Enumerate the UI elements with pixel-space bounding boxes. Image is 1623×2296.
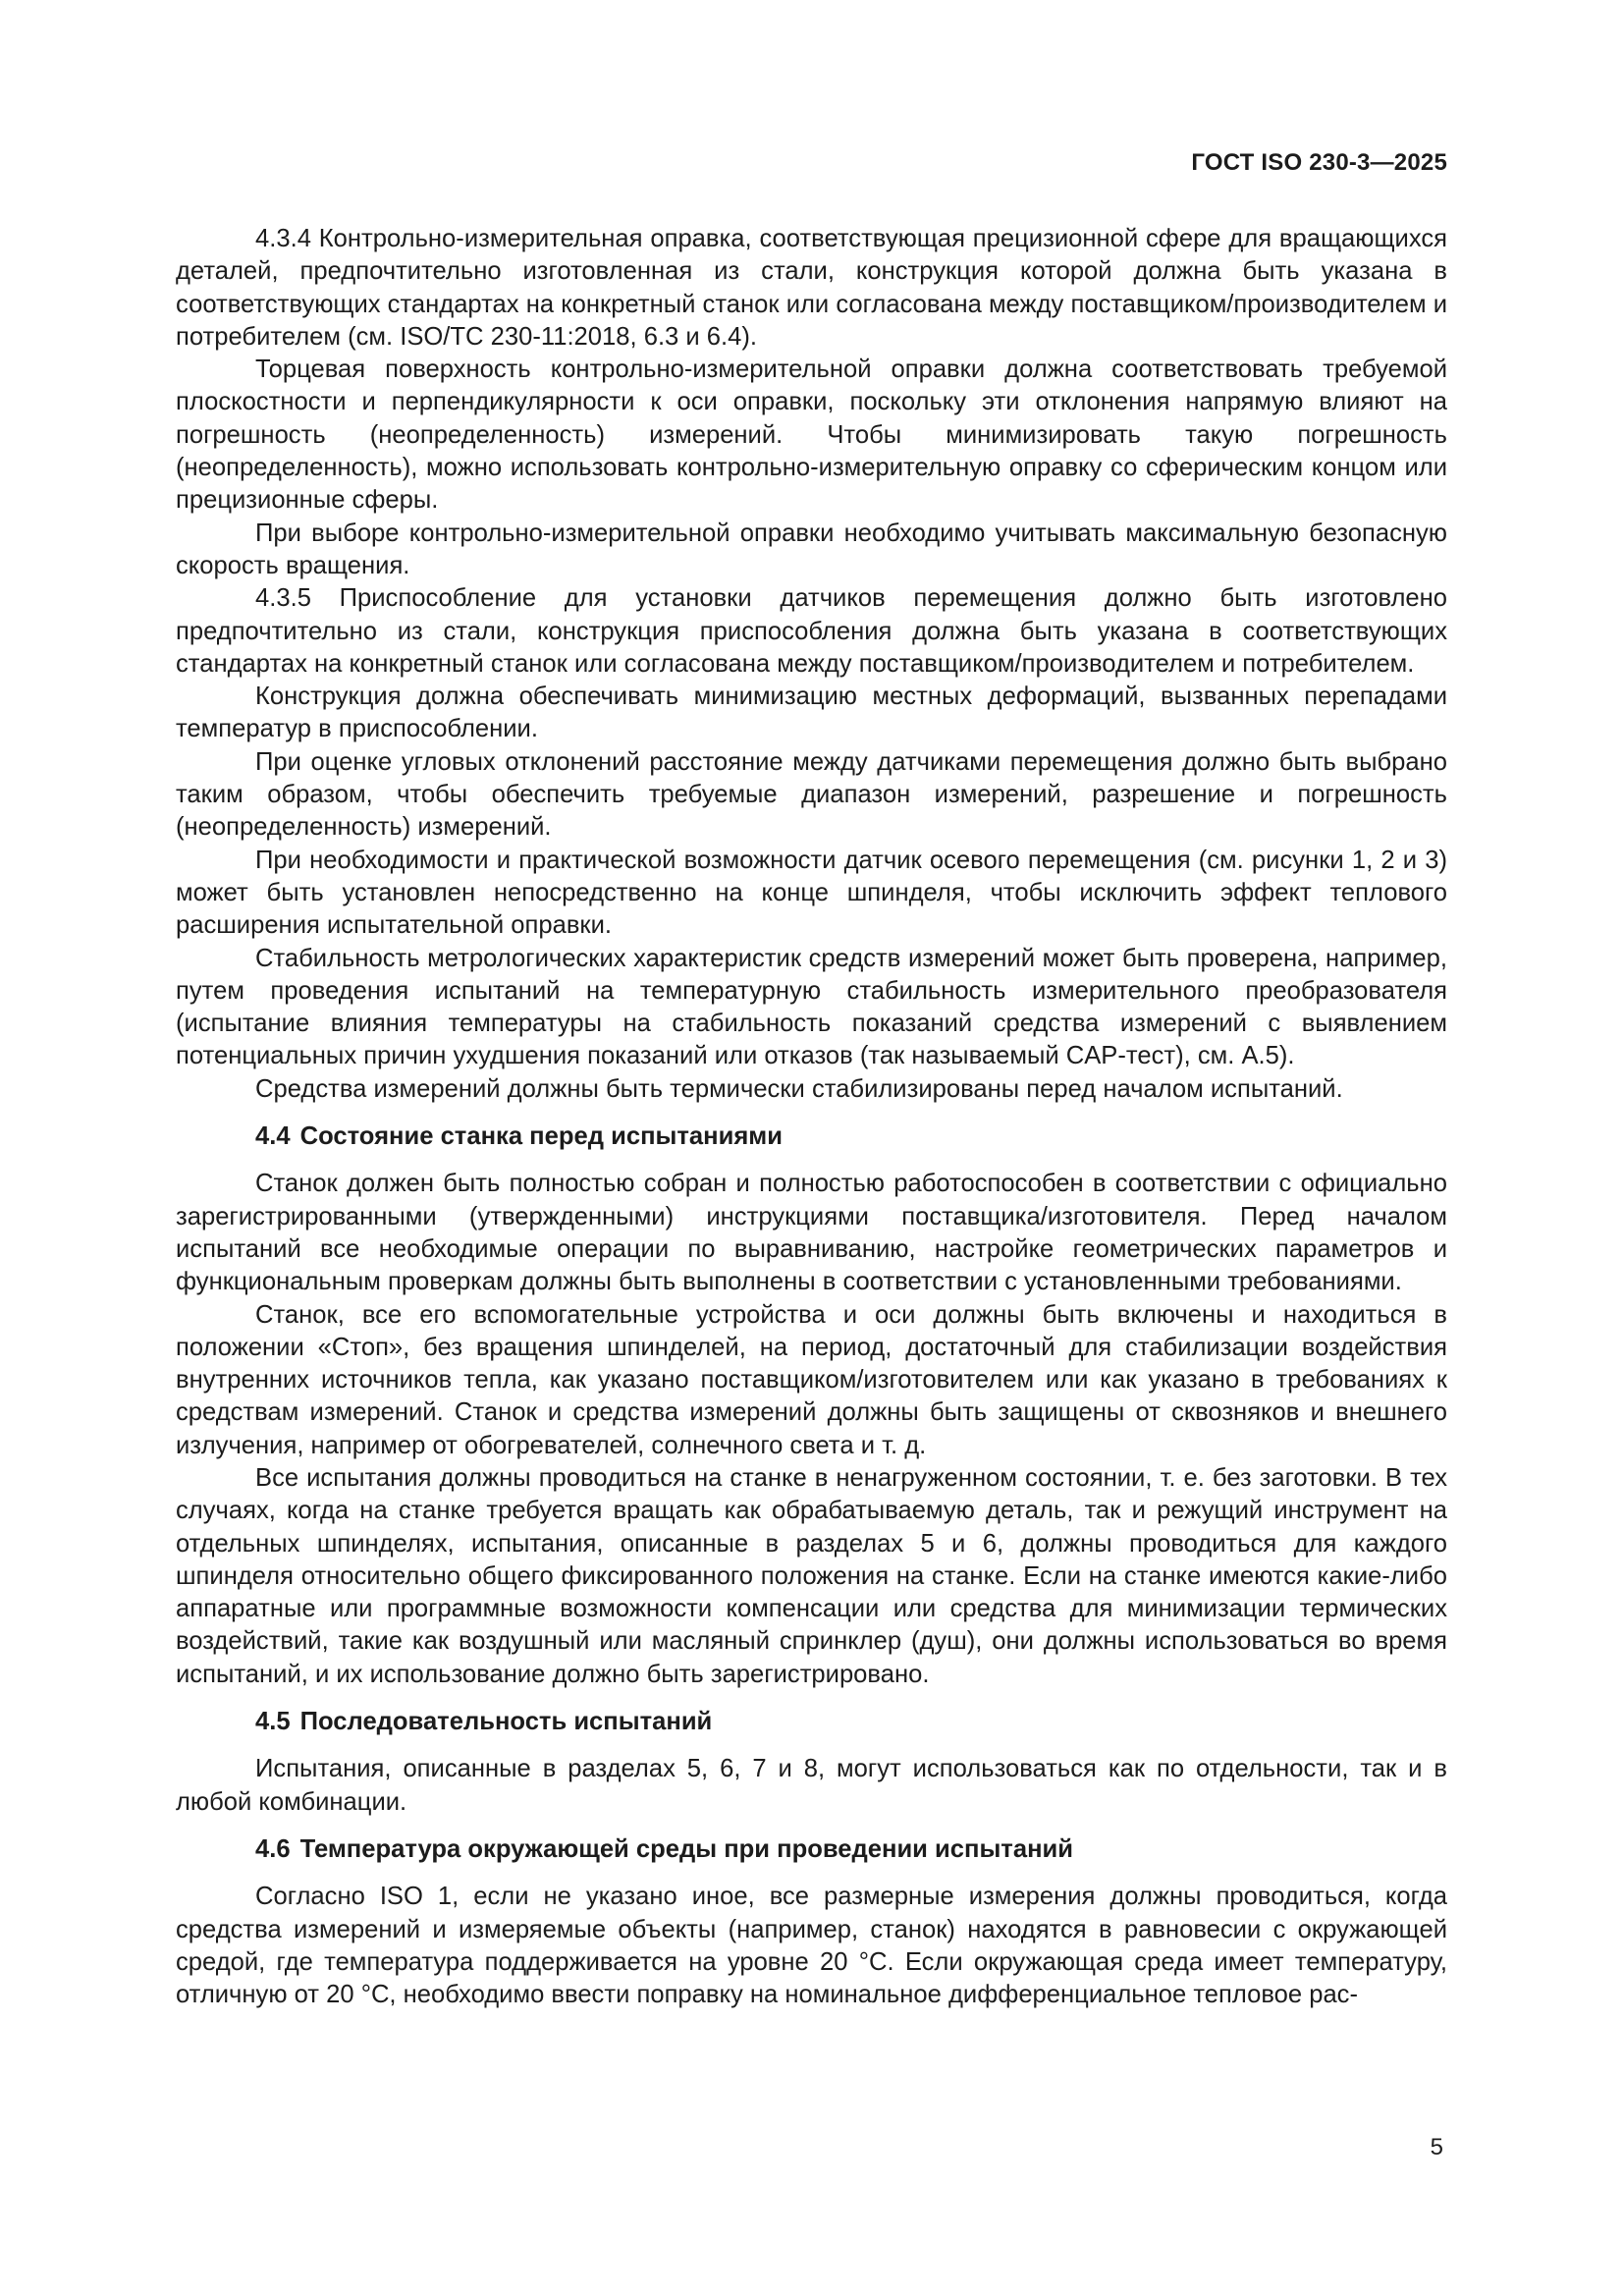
paragraph: Средства измерений должны быть термически стабилизированы перед началом испытаний.	[255, 1074, 1343, 1103]
paragraph: При необходимости и практической возможности датчик осевого перемещения (см. рисунки 1, 2 и 3) может быть установлен непосредственно на конце шпинделя, чтобы исключить эффект теплового расширения испытательной оправки.	[176, 846, 1447, 940]
paragraph: Станок должен быть полностью собран и полностью работоспособен в соответствии с официально зарегистрированными (утвержденными) инструкциями поставщика/изготовителя. Перед началом испытаний все необходимые операции по выравниванию, настройке геометрических параметров и функциональным проверкам должны быть выполнены в соответствии с установленными требованиями.	[176, 1170, 1447, 1296]
section-4-4	[176, 1121, 1447, 1691]
section-heading	[176, 1121, 1447, 1153]
paragraph: При оценке угловых отклонений расстояние между датчиками перемещения должно быть выбрано таким образом, чтобы обеспечить требуемые диапазон измерений, разрешение и погрешность (неопределенность) измерений.	[176, 747, 1447, 842]
section-number: 4.5	[255, 1708, 291, 1736]
section-title: Состояние станка перед испытаниями	[299, 1122, 783, 1151]
section-title: Температура окружающей среды при проведении испытаний	[299, 1834, 1074, 1863]
paragraph: Испытания, описанные в разделах 5, 6, 7 и 8, могут использоваться как по отдельности, так и в любой комбинации.	[176, 1755, 1447, 1816]
page-number: 5	[1430, 2134, 1443, 2160]
section-4-6	[176, 1833, 1447, 2011]
section-4-5	[176, 1706, 1447, 1819]
paragraph: Станок, все его вспомогательные устройства и оси должны быть включены и находиться в положении «Стоп», без вращения шпинделей, на период, достаточный для стабилизации воздействия внутренних источников тепла, как указано поставщиком/изготовителем или как указано в требованиях к средствам измерений. Станок и средства измерений должны быть защищены от сквозняков и внешнего излучения, например от обогревателей, солнечного света и т. д.	[176, 1300, 1447, 1459]
section-heading	[176, 1706, 1447, 1738]
paragraph: Торцевая поверхность контрольно-измерительной оправки должна соответствовать требуемой плоскостности и перпендикулярности к оси оправки, поскольку эти отклонения напрямую влияют на погрешность (неопределенность) измерений. Чтобы минимизировать такую погрешность (неопределенность), можно использовать контрольно-измерительную оправку со сферическим концом или прецизионные сферы.	[176, 355, 1447, 515]
paragraph: 4.3.5 Приспособление для установки датчиков перемещения должно быть изготовлено предпочтительно из стали, конструкция приспособления должна быть указана в соответствующих стандартах на конкретный станок или согласована между поставщиком/производителем и потребителем.	[176, 584, 1447, 678]
paragraph: Согласно ISO 1, если не указано иное, все размерные измерения должны проводиться, когда средства измерений и измеряемые объекты (например, станок) находятся в равновесии с окружающей средой, где температура поддерживается на уровне 20 °С. Если окружающая среда имеет температуру, отличную от 20 °С, необходимо ввести поправку на номинальное дифференциальное тепловое рас-	[176, 1883, 1447, 2009]
section-heading	[176, 1833, 1447, 1866]
paragraph: 4.3.4 Контрольно-измерительная оправка, соответствующая прецизионной сфере для вращающихся деталей, предпочтительно изготовленная из стали, конструкция которой должна быть указана в соответствующих стандартах на конкретный станок или согласована между поставщиком/производителем и потребителем (см. ISO/TC 230-11:2018, 6.3 и 6.4).	[176, 225, 1447, 351]
section-4-3-continued	[176, 223, 1447, 1106]
paragraph: При выборе контрольно-измерительной оправки необходимо учитывать максимальную безопасную скорость вращения.	[176, 519, 1447, 579]
document-code: ГОСТ ISO 230-3—2025	[1191, 149, 1447, 176]
section-number: 4.6	[255, 1834, 291, 1863]
paragraph: Стабильность метрологических характеристик средств измерений может быть проверена, например, путем проведения испытаний на температурную стабильность измерительного преобразователя (испытание влияния температуры на стабильность показаний средства измерений с выявлением потенциальных причин ухудшения показаний или отказов (так называемый CAP-тест), см. А.5).	[176, 944, 1447, 1070]
paragraph: Все испытания должны проводиться на станке в ненагруженном состоянии, т. е. без заготовки. В тех случаях, когда на станке требуется вращать как обрабатываемую деталь, так и режущий инструмент на отдельных шпинделях, испытания, описанные в разделах 5 и 6, должны проводиться для каждого шпинделя относительно общего фиксированного положения на станке. Если на станке имеются какие-либо аппаратные или программные возможности компенсации или средства для минимизации термических воздействий, такие как воздушный или масляный спринклер (душ), они должны использоваться во время испытаний, и их использование должно быть зарегистрировано.	[176, 1463, 1447, 1688]
section-title: Последовательность испытаний	[299, 1708, 713, 1736]
paragraph: Конструкция должна обеспечивать минимизацию местных деформаций, вызванных перепадами температур в приспособлении.	[176, 683, 1447, 743]
document-body	[176, 223, 1447, 2011]
section-number: 4.4	[255, 1122, 291, 1151]
